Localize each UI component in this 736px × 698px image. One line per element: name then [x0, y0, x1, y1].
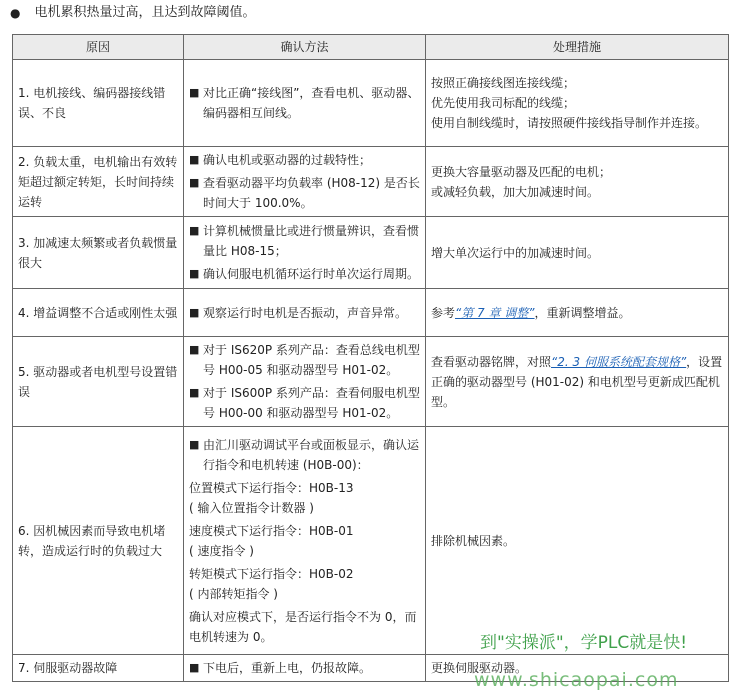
check-item: ■ 对于 IS600P 系列产品：查看伺服电机型号 H00-00 和驱动器型号 H01-02。: [189, 383, 421, 423]
measure-line: 或减轻负载，加大加减速时间。: [431, 184, 600, 199]
check-cell: [184, 337, 426, 427]
chapter-7-link[interactable]: “第 7 章 调整”: [455, 305, 535, 320]
header-measure: 处理措施: [426, 35, 729, 60]
check-item: ■ 查看驱动器平均负载率 (H08-12) 是否长时间大于 100.0%。: [189, 173, 421, 213]
square-bullet-icon: ■: [189, 437, 200, 451]
check-cell: [184, 427, 426, 655]
table-row: [13, 427, 729, 655]
square-bullet-icon: ■: [189, 343, 200, 356]
measure-cell: [426, 337, 729, 427]
intro-line: [10, 4, 256, 22]
measure-line: 按照正确接线图连接线缆；: [431, 76, 576, 90]
header-check: 确认方法: [184, 35, 426, 60]
table-row: [13, 60, 729, 147]
table-header-row: [13, 35, 729, 60]
mode-line: 速度模式下运行指令：H0B-01: [189, 523, 354, 538]
square-bullet-icon: ■: [189, 224, 200, 237]
measure-line: 更换伺服驱动器。: [431, 661, 528, 675]
measure-line: 增大单次运行中的加减速时间。: [431, 245, 600, 260]
square-bullet-icon: ■: [189, 267, 200, 280]
table-row: [13, 147, 729, 217]
check-item: ■ 对比正确“接线图”，查看电机、驱动器、编码器相互间线。: [189, 83, 421, 123]
square-bullet-icon: ■: [189, 386, 200, 399]
header-cause: 原因: [13, 35, 184, 60]
table-row: [13, 217, 729, 289]
cause-cell: 5. 驱动器或者电机型号设置错误: [13, 337, 184, 427]
mode-line: 位置模式下运行指令：H0B-13: [189, 480, 354, 495]
check-item: ■ 对于 IS620P 系列产品：查看总线电机型号 H00-05 和驱动器型号 H01-02。: [189, 340, 421, 380]
mode-entry: [189, 521, 421, 561]
check-cell: [184, 289, 426, 337]
check-cell: [184, 217, 426, 289]
cause-cell: 6. 因机械因素而导致电机堵转，造成运行时的负载过大: [13, 427, 184, 655]
square-bullet-icon: ■: [189, 86, 200, 99]
bullet-icon: ●: [10, 6, 21, 20]
measure-cell: [426, 217, 729, 289]
table-row: [13, 337, 729, 427]
check-cell: [184, 147, 426, 217]
check-item: ■ 确认电机或驱动器的过载特性；: [189, 150, 421, 170]
cause-cell: 7. 伺服驱动器故障: [13, 655, 184, 682]
square-bullet-icon: ■: [189, 661, 200, 674]
measure-suffix: ，设置正确的驱动器型号 (H01-02) 和电机型号更新成匹配机型。: [431, 354, 723, 409]
intro-text: 电机累积热量过高，且达到故障阈值。: [34, 5, 256, 20]
watermark-slogan: 到"实操派"，学PLC就是快!: [480, 633, 688, 653]
measure-suffix: ，重新调整增益。: [534, 305, 631, 320]
mode-note: ( 输入位置指令计数器 ): [189, 500, 314, 515]
check-cell: [184, 655, 426, 682]
square-bullet-icon: ■: [189, 176, 200, 189]
check-item: ■ 下电后，重新上电，仍报故障。: [189, 658, 421, 678]
check-note: 确认对应模式下，是否运行指令不为 0，而电机转速为 0。: [189, 609, 417, 644]
mode-line: 转矩模式下运行指令：H0B-02: [189, 566, 354, 581]
mode-note: ( 内部转矩指令 ): [189, 586, 278, 601]
measure-prefix: 查看驱动器铭牌，对照: [431, 354, 552, 369]
measure-cell: [426, 427, 729, 655]
check-item: ■ 观察运行时电机是否振动，声音异常。: [189, 303, 421, 323]
measure-cell: [426, 60, 729, 147]
mode-note: ( 速度指令 ): [189, 543, 254, 558]
measure-line: 使用自制线缆时，请按照硬件接线指导制作并连接。: [431, 116, 708, 130]
check-item: ■ 由汇川驱动调试平台或面板显示，确认运行指令和电机转速 (H0B-00)：: [189, 435, 421, 475]
check-item: ■ 计算机械惯量比或进行惯量辨识，查看惯量比 H08-15；: [189, 221, 421, 261]
cause-cell: 3. 加减速太频繁或者负载惯量很大: [13, 217, 184, 289]
measure-line: 排除机械因素。: [431, 533, 516, 548]
cause-cell: 4. 增益调整不合适或刚性太强: [13, 289, 184, 337]
fault-table: [12, 34, 729, 682]
measure-line: 优先使用我司标配的线缆；: [431, 96, 576, 110]
measure-cell: [426, 289, 729, 337]
square-bullet-icon: ■: [189, 153, 200, 166]
measure-prefix: 参考: [431, 305, 456, 320]
cause-cell: 1. 电机接线、编码器接线错误、不良: [13, 60, 184, 147]
measure-line: 更换大容量驱动器及匹配的电机；: [431, 164, 612, 179]
check-cell: [184, 60, 426, 147]
mode-entry: [189, 478, 421, 518]
mode-entry: [189, 564, 421, 604]
table-row: [13, 289, 729, 337]
section-2-3-link[interactable]: “2. 3 伺服系统配套规格”: [551, 354, 687, 369]
measure-cell: [426, 147, 729, 217]
check-item: ■ 确认伺服电机循环运行时单次运行周期。: [189, 264, 421, 284]
watermark-url: www.shicaopai.com: [474, 669, 679, 691]
square-bullet-icon: ■: [189, 305, 200, 319]
cause-cell: 2. 负载太重，电机输出有效转矩超过额定转矩，长时间持续运转: [13, 147, 184, 217]
